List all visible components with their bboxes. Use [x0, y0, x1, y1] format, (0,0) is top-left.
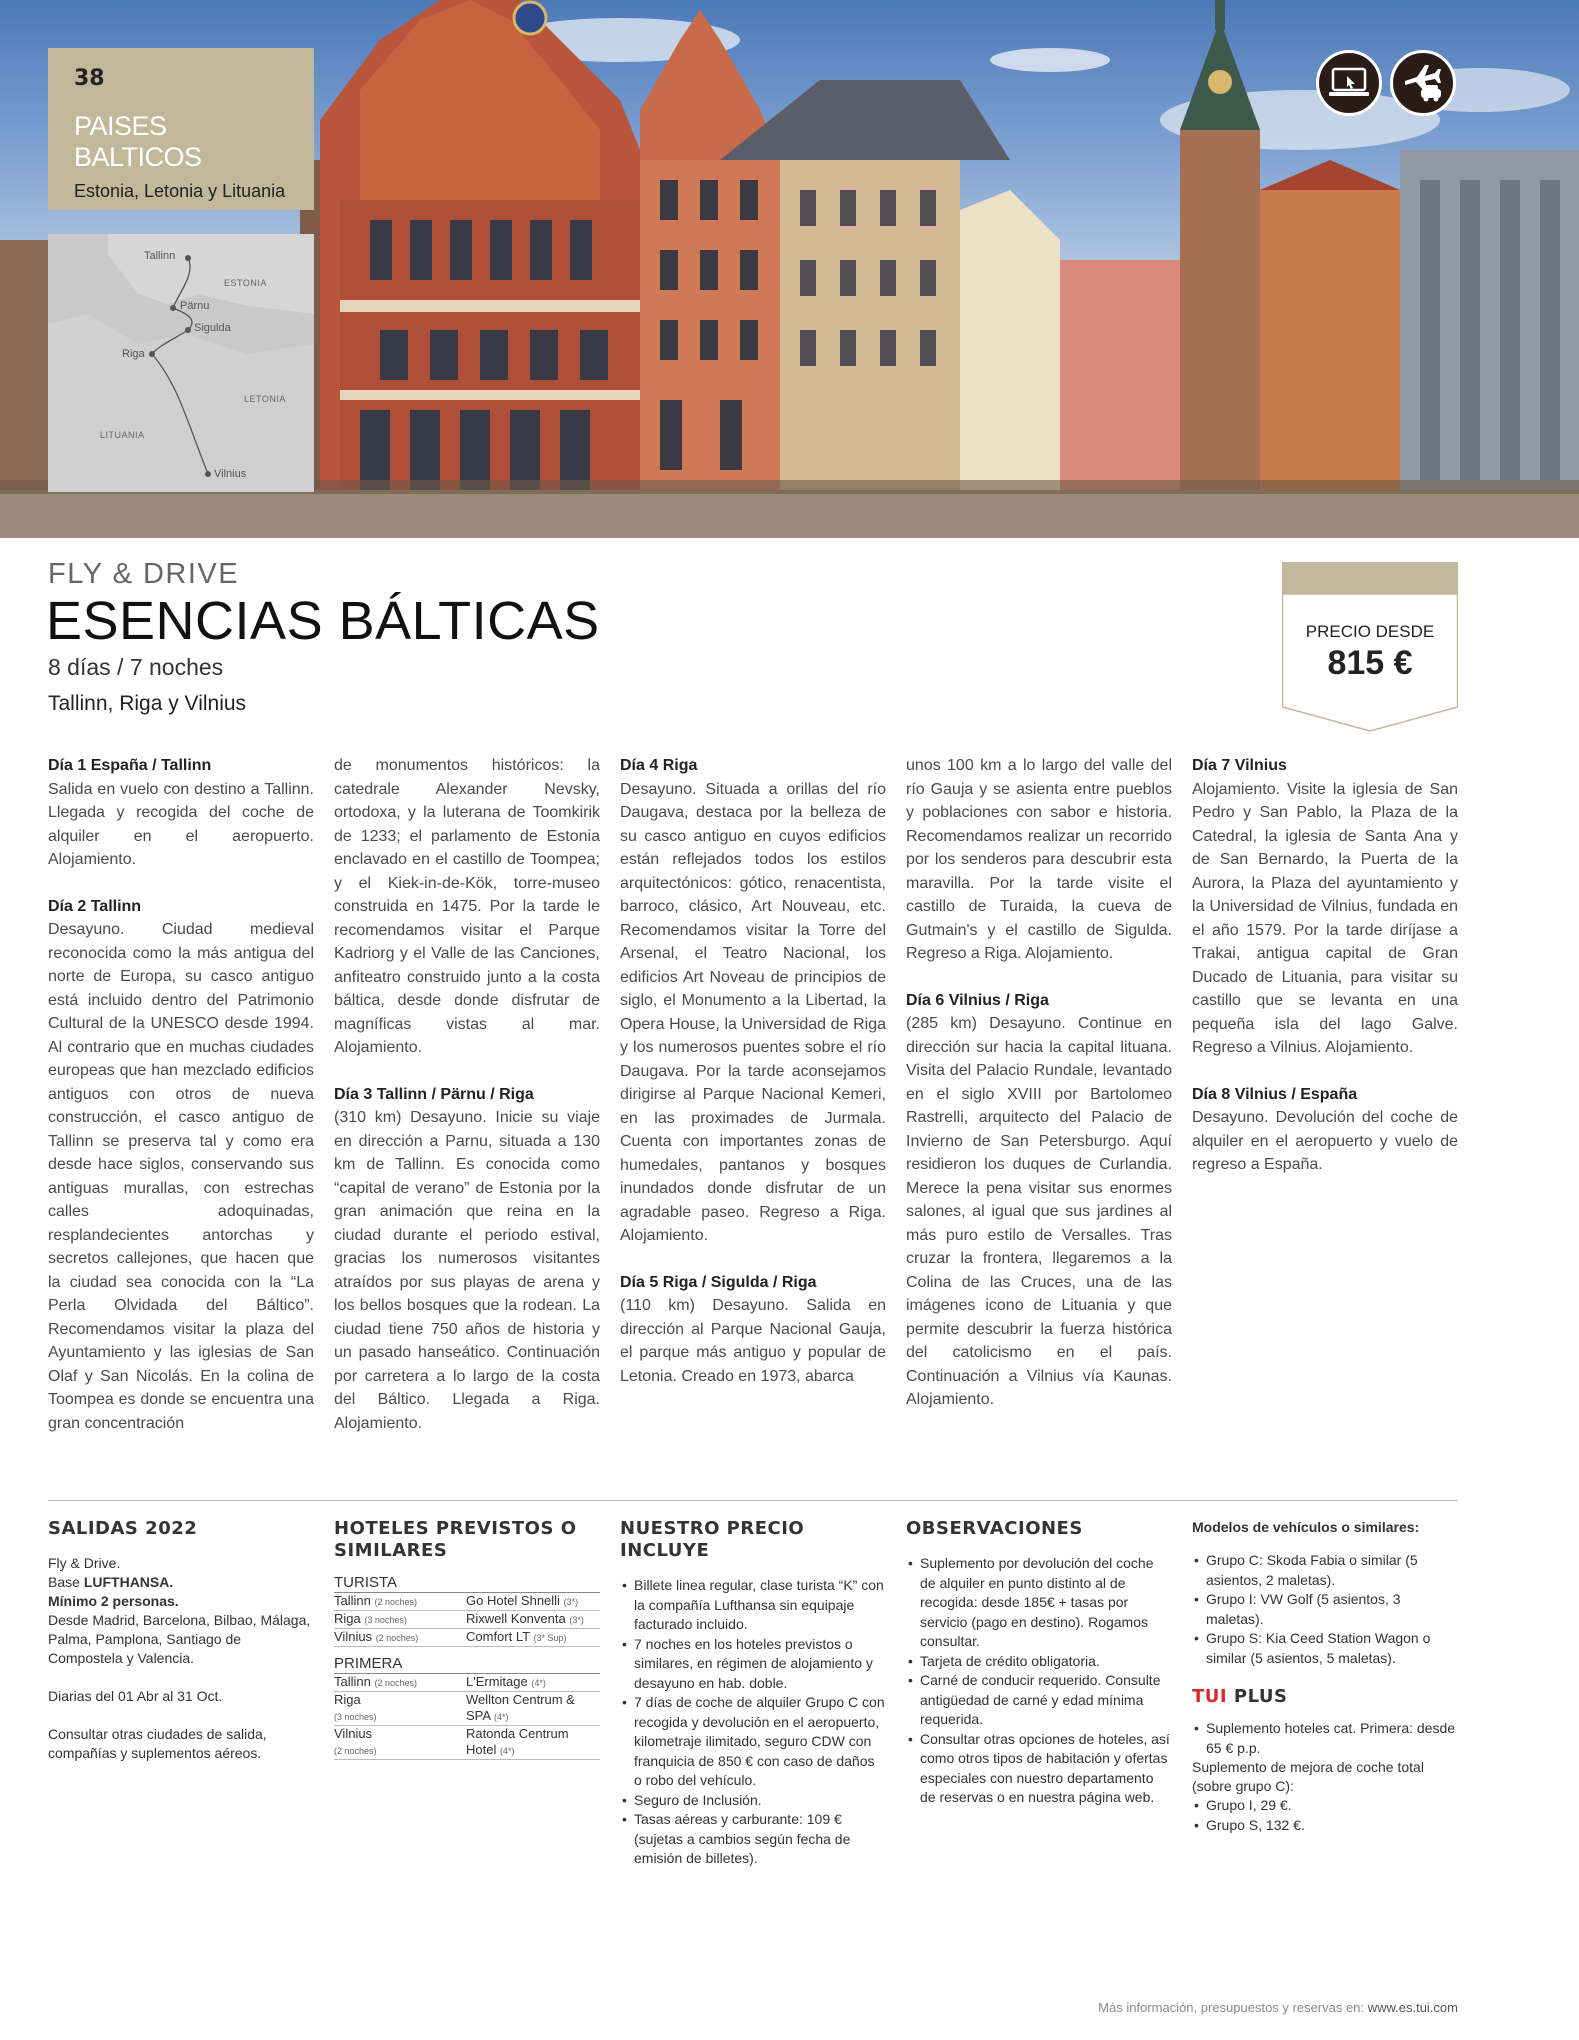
day-7-text: Alojamiento. Visite la iglesia de San Pedro y San Pablo, la Plaza de la Catedral, la iglesia de Santa Ana y de San Bernardo, la Puerta de la Aurora, la Plaza del ayuntamiento y la Universidad de Vilnius, fundada en el año 1579. Por la tarde diríjase a Trakai, antigua capital de Gran Ducado de Lituania, para visitar su castillo que se levanta en una pequeña isla del lago Galve. Regreso a Vilnius. Alojamiento. — [1192, 780, 1458, 1056]
salidas-line-2 — [48, 1573, 318, 1592]
salidas-origin-cities: Desde Madrid, Barcelona, Bilbao, Málaga, Palma, Pamplona, Santiago de Compostela y Valencia. — [48, 1612, 311, 1666]
day-6-heading — [906, 989, 1172, 1013]
page-number: 38 — [74, 66, 105, 91]
tour-duration: 8 días / 7 noches — [48, 654, 224, 680]
hotel-city: Vilnius — [334, 1629, 373, 1644]
day-1-title: España / Tallinn — [90, 757, 212, 774]
day-3-text: (310 km) Desayuno. Inicie su viaje en dirección a Parnu, situada a 130 km de Tallinn. Es conocida como “capital de verano” de Estonia por la gran animación que reina en la ciudad durante el periodo estival, gracias los numerosos visitantes atraídos por sus playas de arena y los bellos bosques que la rodean. La ciudad tiene 750 años de historia y un pasado hanseático. Continuación por carretera a lo largo de la costa del Báltico. Llegada a Riga. Alojamiento. — [334, 1109, 600, 1432]
hotel-name: Ratonda Centrum Hotel — [466, 1726, 569, 1757]
day-1-label: Día 1 — [48, 757, 87, 774]
footer — [1000, 2000, 1458, 2015]
hoteles-heading: HOTELES PREVISTOS O SIMILARES — [334, 1518, 577, 1561]
itinerary-column-2 — [334, 754, 600, 1435]
hotel-category-primera: PRIMERA — [334, 1655, 600, 1674]
map-city-tallinn: Tallinn — [144, 250, 176, 262]
list-item: • Tarjeta de crédito obligatoria. — [906, 1652, 1172, 1672]
day-6-text: (285 km) Desayuno. Continue en dirección sur hacia la capital lituana. Visita del Palacio Rundale, levantado en el siglo XVIII por Bartolomeo Rastrelli, arquitecto del Palacio de Invierno de San Petersburgo. Aquí residieron los duques de Curlandia. Merece la pena visitar sus enormes salones, al igual que sus jardines al más puro estilo de Versalles. Tras cruzar la frontera, llegaremos a la Colina de las Cruces, una de las imágenes icono de Lituania y que permite descubrir la fuerza histórica del catolicismo en el país. Continuación a Vilnius vía Kaunas. Alojamiento. — [906, 1015, 1172, 1408]
list-item: • Suplemento por devolución del coche de alquiler en punto distinto al de recogida: desde 185€ + tasas por servicio (pago en destino). Rogamos consultar. — [906, 1554, 1172, 1652]
day-5-text: (110 km) Desayuno. Salida en dirección al Parque Nacional Gauja, el parque más antiguo y popular de Letonia. Creado en 1973, abarca — [620, 1297, 886, 1385]
day-1-text: Salida en vuelo con destino a Tallinn. Llegada y recogida del coche de alquiler en el aeropuerto. Alojamiento. — [48, 780, 314, 868]
map-country-estonia: ESTONIA — [224, 278, 267, 288]
car-upgrade-list — [1192, 1796, 1458, 1835]
section-divider — [48, 1500, 1458, 1501]
route-map-shape — [48, 234, 314, 492]
map-city-riga: Riga — [122, 348, 145, 360]
list-item: • Seguro de Inclusión. — [620, 1791, 886, 1811]
hotel-row — [334, 1629, 600, 1647]
itinerary — [48, 754, 1458, 1432]
hotel-nights: (2 noches) — [334, 1746, 377, 1756]
tui-brand: TUI — [1192, 1686, 1228, 1707]
hotel-category-turista: TURISTA — [334, 1574, 600, 1593]
tui-plus-label: PLUS — [1233, 1686, 1288, 1707]
day-4-heading — [620, 754, 886, 778]
hotel-name: L'Ermitage — [466, 1674, 528, 1689]
list-item: • Carné de conducir requerido. Consulte antigüedad de carné y edad mínima requerida. — [906, 1671, 1172, 1730]
itinerary-column-5 — [1192, 754, 1458, 1177]
hotel-nights: (3 noches) — [334, 1712, 377, 1722]
observaciones-section — [906, 1518, 1172, 1808]
salidas-heading: SALIDAS 2022 — [48, 1518, 198, 1539]
footer-text: Más información, presupuestos y reservas en: — [1098, 2000, 1365, 2015]
list-item: • Grupo C: Skoda Fabia o similar (5 asientos, 2 maletas). — [1192, 1551, 1458, 1590]
hotel-row — [334, 1692, 600, 1726]
hotel-row — [334, 1726, 600, 1760]
day-8-heading — [1192, 1083, 1458, 1107]
footer-link[interactable]: www.es.tui.com — [1367, 2000, 1458, 2015]
hotel-city: Tallinn — [334, 1674, 371, 1689]
map-city-parnu: Pärnu — [180, 300, 210, 312]
day-8-label: Día 8 — [1192, 1085, 1231, 1103]
tour-title: ESENCIAS BÁLTICAS — [46, 591, 600, 651]
list-item: • Suplemento hoteles cat. Primera: desde 65 € p.p. — [1192, 1719, 1458, 1758]
day-7-label: Día 7 — [1192, 757, 1231, 774]
day-8-title: Vilnius / España — [1234, 1085, 1358, 1103]
salidas-line-1: Fly & Drive. — [48, 1555, 121, 1571]
hotel-row — [334, 1674, 600, 1692]
fly-drive-icon — [1390, 50, 1456, 116]
itinerary-column-4 — [906, 754, 1172, 1412]
hotel-name: Wellton Centrum & SPA — [466, 1692, 575, 1723]
day-6-title: Vilnius / Riga — [948, 991, 1049, 1009]
day-7-title: Vilnius — [1234, 757, 1287, 774]
itinerary-column-3 — [620, 754, 886, 1388]
day-2-heading — [48, 895, 314, 919]
list-item: • 7 noches en los hoteles previstos o similares, en régimen de alojamiento y desayuno en hab. doble. — [620, 1635, 886, 1694]
map-city-vilnius: Vilnius — [214, 468, 247, 480]
salidas-section — [48, 1518, 318, 1763]
salidas-minimum: Mínimo 2 personas. — [48, 1593, 179, 1609]
car-upgrade-text: Suplemento de mejora de coche total (sobre grupo C): — [1192, 1759, 1424, 1794]
region-countries: Estonia, Letonia y Lituania — [74, 181, 286, 201]
list-item: • Grupo I: VW Golf (5 asientos, 3 maletas). — [1192, 1590, 1458, 1629]
tour-route: Tallinn, Riga y Vilnius — [48, 692, 247, 715]
hotel-stars: (4*) — [493, 1712, 509, 1722]
incluye-list — [620, 1576, 886, 1869]
day-4-label: Día 4 — [620, 757, 659, 774]
trip-mode-icons — [1316, 50, 1456, 116]
day-8-text: Desayuno. Devolución del coche de alquiler en el aeropuerto y vuelo de regreso a España. — [1192, 1109, 1458, 1173]
price-value: 815 € — [1327, 644, 1413, 682]
list-item: • Billete linea regular, clase turista “K” con la compañía Lufthansa sin equipaje facturado incluido. — [620, 1576, 886, 1635]
hotel-nights: (2 noches) — [374, 1678, 418, 1688]
hotel-nights: (3 noches) — [364, 1615, 407, 1625]
hotel-stars: (3*) — [569, 1615, 584, 1625]
observaciones-list — [906, 1554, 1172, 1808]
hotel-stars: (3* Sup) — [533, 1633, 567, 1643]
salidas-dates: Diarias del 01 Abr al 31 Oct. — [48, 1688, 223, 1704]
itinerary-column-1 — [48, 754, 314, 1435]
list-item: • 7 días de coche de alquiler Grupo C con recogida y devolución en el aeropuerto, kilometraje ilimitado, seguro CDW con franquicia de 850 € con caso de daños o robo del vehículo. — [620, 1693, 886, 1791]
list-item: • Consultar otras opciones de hoteles, así como otros tipos de habitación y ofertas especiales con nuestro departamento de reservas o en nuestra página web. — [906, 1730, 1172, 1808]
day-5-text-continued: unos 100 km a lo largo del valle del río Gauja y se asienta entre pueblos y poblaciones con sabor e historia. Recomendamos realizar un recorrido por los senderos para descubrir esta maravilla. Por la tarde visite el castillo de Turaida, la cueva de Gutmain's y el castillo de Sigulda. Regreso a Riga. Alojamiento. — [906, 757, 1172, 962]
map-country-letonia: LETONIA — [244, 394, 286, 404]
hotel-city: Vilnius — [334, 1726, 373, 1741]
day-2-label: Día 2 — [48, 897, 87, 915]
day-2-title: Tallinn — [90, 897, 142, 915]
hotel-row — [334, 1611, 600, 1629]
hotel-city: Riga — [334, 1611, 361, 1626]
day-3-label: Día 3 — [334, 1085, 373, 1103]
day-5-heading — [620, 1271, 886, 1295]
hotel-city: Tallinn — [334, 1593, 371, 1608]
hotel-row — [334, 1593, 600, 1611]
tour-category: FLY & DRIVE — [48, 558, 240, 590]
list-item: • Grupo S, 132 €. — [1192, 1816, 1458, 1836]
day-5-label: Día 5 — [620, 1273, 659, 1291]
incluye-section — [620, 1518, 886, 1869]
hotel-city: Riga — [334, 1692, 361, 1707]
hoteles-section — [334, 1518, 600, 1760]
hero-photo — [0, 0, 1579, 538]
vehiculos-heading: Modelos de vehículos o similares: — [1192, 1519, 1420, 1535]
hotel-name: Go Hotel Shnelli — [466, 1593, 560, 1608]
day-1-heading — [48, 754, 314, 778]
day-6-label: Día 6 — [906, 991, 945, 1009]
salidas-airline: LUFTHANSA. — [83, 1574, 174, 1590]
day-4-text: Desayuno. Situada a orillas del río Daugava, destaca por la belleza de su casco antiguo en cuyos edificios están reflejados todos los estilos arquitectónicos: gótico, renacentista, barroco, clásico, Art Nouveau, etc. Recomendamos visitar la Torre del Arsenal, el Teatro Nacional, los edificios Art Noveau de principios de siglo, el Monumento a la Libertad, la Opera House, la Universidad de Riga y los numerosos puentes sobre el río Daugava. Por la tarde aconsejamos dirigirse al Parque Nacional Kemeri, en las proximades de Jurmala. Cuenta con importantes zonas de humedales, pantanos y bosques inundados donde disfrutar de un agradable paseo. Regreso a Riga. Alojamiento. — [620, 780, 886, 1244]
hotel-nights: (2 noches) — [374, 1597, 418, 1607]
day-4-title: Riga — [662, 757, 698, 774]
salidas-note: Consultar otras ciudades de salida, compañías y suplementos aéreos. — [48, 1726, 267, 1761]
price-label: PRECIO DESDE — [1305, 622, 1435, 641]
vehiculos-section — [1192, 1518, 1458, 1835]
day-3-heading — [334, 1083, 600, 1107]
hotel-stars: (4*) — [499, 1746, 515, 1756]
incluye-heading: NUESTRO PRECIO INCLUYE — [620, 1518, 805, 1561]
computer-icon — [1316, 50, 1382, 116]
day-5-title: Riga / Sigulda / Riga — [662, 1273, 817, 1291]
day-2-text-continued: de monumentos históricos: la catedrale Alexander Nevsky, ortodoxa, y la luterana de Toomkirik de 1233; el parlamento de Estonia enclavado en el castillo de Toompea; y el Kiek-in-de-Kök, torre-museo construida en 1475. Por la tarde le recomendamos visitar el Parque Kadriorg y el Valle de las Canciones, anfiteatro construido junto a la costa báltica, desde donde disfrutar de magníficas vistas al mar. Alojamiento. — [334, 757, 600, 1056]
price-badge — [1282, 562, 1458, 732]
hotel-stars: (4*) — [531, 1678, 546, 1688]
day-3-title: Tallinn / Pärnu / Riga — [376, 1085, 534, 1103]
map-city-sigulda: Sigulda — [194, 322, 231, 334]
tui-plus-heading — [1192, 1686, 1458, 1707]
tui-plus-list — [1192, 1719, 1458, 1758]
observaciones-heading: OBSERVACIONES — [906, 1518, 1083, 1539]
list-item: • Tasas aéreas y carburante: 109 € (sujetas a cambios según fecha de emisión de billetes). — [620, 1810, 886, 1869]
page-tag — [48, 48, 314, 210]
hotel-name: Comfort LT — [466, 1629, 530, 1644]
region-title: PAISES BALTICOS — [74, 111, 202, 172]
route-map — [48, 234, 314, 492]
hotel-stars: (3*) — [563, 1597, 579, 1607]
day-7-heading — [1192, 754, 1458, 778]
day-2-text: Desayuno. Ciudad medieval reconocida como la más antigua del norte de Europa, su casco antiguo está incluido dentro del Patrimonio Cultural de la UNESCO desde 1994. Al contrario que en muchas ciudades europeas que han mezclado edificios antiguos con otros de nueva construcción, el casco antiguo de Tallinn se preserva tal y como era desde hace siglos, conservando sus antiguas murallas, con estrechas calles adoquinadas, resplandecientes antorchas y secretos callejones, que hacen que la ciudad sea conocida con la “La Perla Olvidada del Báltico”. Recomendamos visitar la plaza del Ayuntamiento y las iglesias de San Olaf y San Nicolás. En la colina de Toompea es donde se encuentra una gran concentración — [48, 921, 314, 1432]
hotel-name: Rixwell Konventa — [466, 1611, 566, 1626]
vehiculos-list — [1192, 1551, 1458, 1668]
list-item: • Grupo I, 29 €. — [1192, 1796, 1458, 1816]
list-item: • Grupo S: Kia Ceed Station Wagon o similar (5 asientos, 5 maletas). — [1192, 1629, 1458, 1668]
salidas-base-prefix: Base — [48, 1574, 84, 1590]
hotel-nights: (2 noches) — [375, 1633, 419, 1643]
map-country-lituania: LITUANIA — [100, 430, 145, 440]
